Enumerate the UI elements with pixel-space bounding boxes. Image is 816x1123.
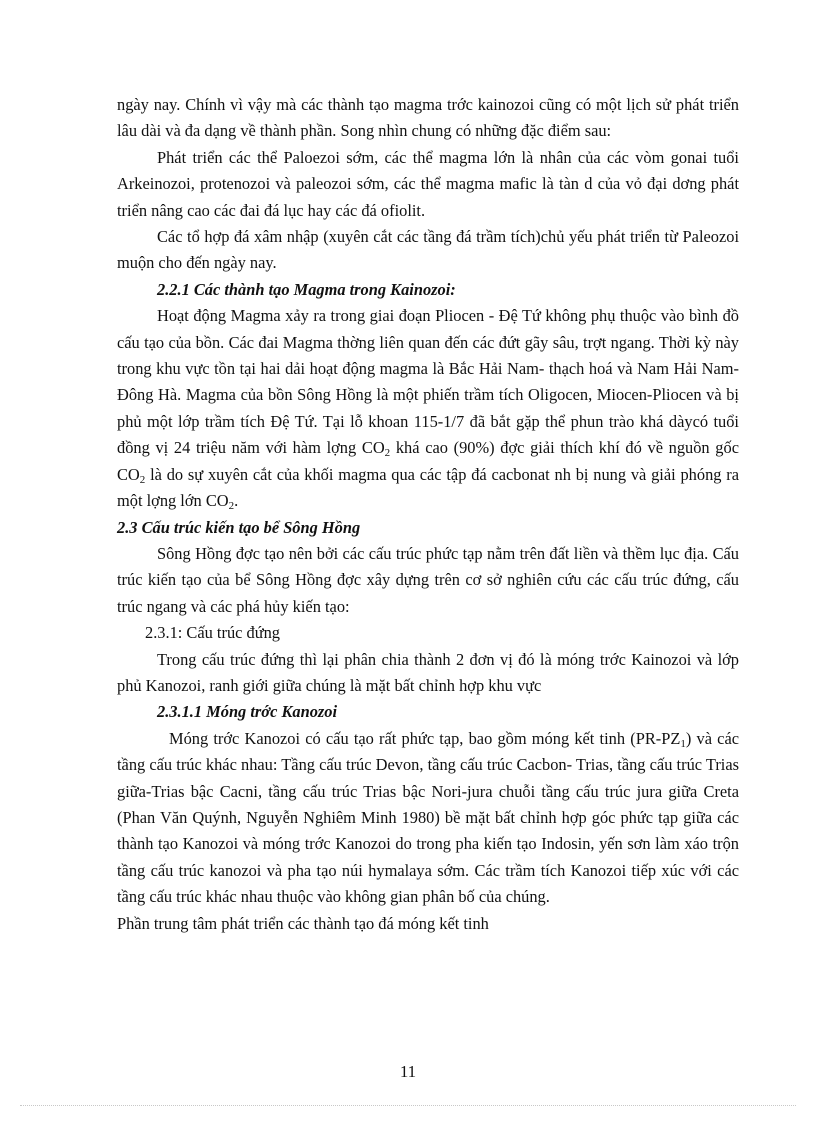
co2-subscript-1: 2 [384, 447, 391, 460]
basement-text-b: ) và các tầng cấu trúc khác nhau: Tầng cấu trúc Devon, tầng cấu trúc Cacbon- Trias, tầng cấu trúc Trias giữa-Trias bậc Cacni, tầng cấu trúc Trias bậc Nori-jura chuỗi tầng cấu trúc jura giữa Creta (Phan Văn Quýnh, Nguyễn Nghiêm Minh 1980) bề mặt bất chỉnh hợp góc phức tạp giữa các thành tạo Kanozoi và móng trớc Kanozoi do trong pha kiến tạo Indosin, yến sơn làm xáo trộn tầng cấu trúc kanozoi và pha tạo núi hymalaya sớm. Các trầm tích Kanozoi tiếp xúc với các tầng cấu trúc khác nhau thuộc vào không gian phân bố của chúng. [117, 728, 739, 907]
magma-text-a: Hoạt động Magma xảy ra trong giai đoạn Pliocen - Đệ Tứ không phụ thuộc vào bình đồ cấu tạo của bồn. Các đai Magma thờng liên quan đến các đứt gãy sâu, trợt ngang. Thời kỳ này trong khu vực tồn tại hai dải hoạt động magma là Bắc Hải Nam- thạch hoá và Nam Hải Nam-Đông Hà. Magma của bồn Sông Hồng là một phiến trầm tích Oligocen, Miocen-Pliocen và bị phủ một lớp trầm tích Đệ Tứ. Tại lỗ khoan 115-1/7 đã bắt gặp thể phun trào khá dàycó tuổi đồng vị 24 triệu năm với hàm lợng CO [117, 306, 739, 458]
heading-2-3-1-1: 2.3.1.1 Móng trớc Kanozoi [157, 702, 338, 722]
paragraph-intro: ngày nay. Chính vì vậy mà các thành tạo magma trớc kainozoi cũng có một lịch sử phát triển lâu dài và đa dạng về thành phần. Song nhìn chung có những đặc điểm sau: [117, 95, 739, 141]
heading-2-3: 2.3 Cấu trúc kiến tạo bể Sông Hồng [117, 517, 361, 537]
paragraph-magma-activity [117, 303, 739, 514]
document-page [117, 92, 739, 937]
heading-2-2-1: 2.2.1 Các thành tạo Magma trong Kainozoi: [157, 279, 456, 299]
basement-text-a: Móng trớc Kanozoi có cấu tạo rất phức tạp, bao gồm móng kết tinh (PR-PZ [169, 728, 681, 748]
paragraph-central-part: Phần trung tâm phát triển các thành tạo đá móng kết tinh [117, 913, 489, 933]
pz-subscript: 1 [680, 737, 686, 750]
page-number: 11 [399, 1062, 417, 1081]
paragraph-vertical-structure: Trong cấu trúc đứng thì lại phân chia thành 2 đơn vị đó là móng trớc Kainozoi và lớp phủ Kanozoi, ranh giới giữa chúng là mặt bất chỉnh hợp khu vực [117, 649, 739, 695]
magma-period: . [234, 491, 239, 511]
co2-subscript-2: 2 [139, 473, 146, 486]
footer-divider [20, 1105, 796, 1106]
subheading-2-3-1: 2.3.1: Cấu trúc đứng [145, 623, 280, 643]
paragraph-paleozoi: Phát triển các thể Paloezoi sớm, các thể magma lớn là nhân của các vòm gonai tuổi Arkeinozoi, protenozoi và paleozoi sớm, các thể magma mafic là tàn d của vỏ đại dơng phát triển nâng cao các đai đá lục hay các đá ofiolit. [117, 147, 739, 220]
paragraph-intrusive-complex: Các tổ hợp đá xâm nhập (xuyên cắt các tầng đá trầm tích)chủ yếu phát triển từ Paleozoi muộn cho đến ngày nay. [117, 227, 739, 273]
paragraph-basement [117, 726, 739, 911]
paragraph-song-hong: Sông Hồng đợc tạo nên bởi các cấu trúc phức tạp nằm trên đất liền và thềm lục địa. Cấu trúc kiến tạo của bể Sông Hồng đợc xây dựng trên cơ sở nghiên cứu các cấu trúc đứng, cấu trúc ngang và các phá hủy kiến tạo: [117, 543, 739, 616]
magma-text-c: là do sự xuyên cắt của khối magma qua các tập đá cacbonat nh bị nung và giải phóng ra một lợng lớn CO [117, 464, 739, 511]
co2-subscript-3: 2 [228, 500, 235, 513]
magma-text-b: khá cao (90%) đợc giải thích khí đó về nguồn gốc CO [117, 438, 739, 484]
